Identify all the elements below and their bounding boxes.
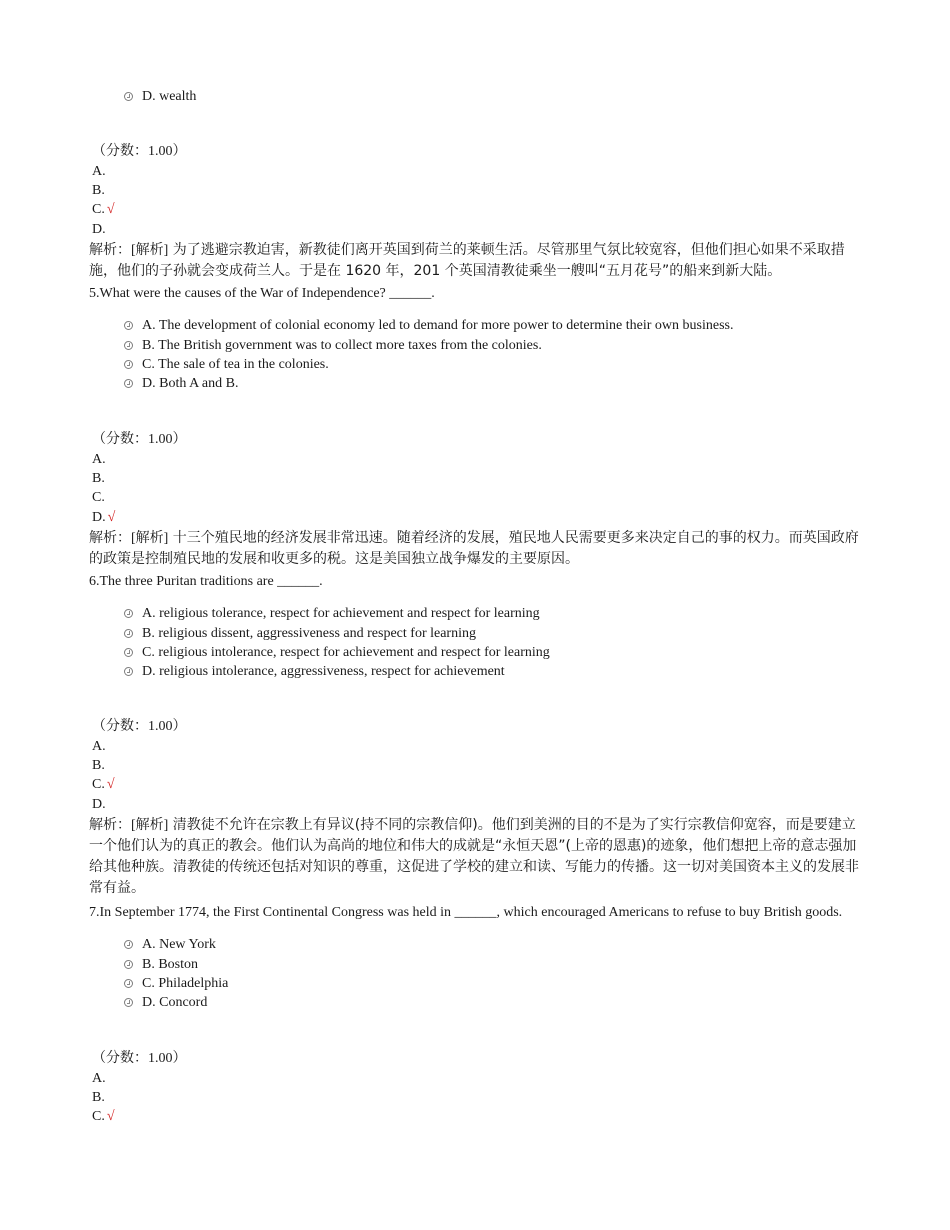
- option-label: A. religious tolerance, respect for achievement and respect for learning: [142, 606, 540, 622]
- question-text: 7.In September 1774, the First Continental Congress was held in ______, which encouraged Americans to refuse to buy British goods.: [89, 905, 843, 920]
- radio-button-icon[interactable]: [124, 940, 133, 949]
- radio-button-icon[interactable]: [124, 960, 133, 969]
- answer-list: [92, 737, 115, 814]
- option-list: [124, 316, 884, 394]
- analysis-prefix: 解析：: [89, 242, 131, 258]
- option-label: C. Philadelphia: [142, 975, 229, 991]
- answer-d: [92, 508, 115, 527]
- option-list: [124, 604, 884, 682]
- analysis-tag: [解析]: [131, 531, 169, 546]
- answer-c: [92, 1107, 115, 1126]
- option-label: D. wealth: [142, 89, 197, 105]
- answer-label: C.: [92, 202, 105, 218]
- option-d[interactable]: [124, 662, 884, 681]
- answer-a: A.: [92, 164, 106, 179]
- radio-button-icon[interactable]: [124, 667, 133, 676]
- answer-d: D.: [92, 221, 106, 237]
- answer-label: C.: [92, 1109, 105, 1125]
- option-a[interactable]: [124, 316, 884, 335]
- analysis-text: [89, 240, 869, 282]
- radio-button-icon[interactable]: [124, 629, 133, 638]
- answer-d: D.: [92, 796, 106, 812]
- option-label: D. Concord: [142, 995, 208, 1011]
- question-text: 5.What were the causes of the War of Independence? ______.: [89, 286, 435, 301]
- correct-check-icon: √: [106, 777, 115, 793]
- question-text: 6.The three Puritan traditions are ______.: [89, 574, 323, 589]
- analysis-body: 为了逃避宗教迫害，新教徒们离开英国到荷兰的莱顿生活。尽管那里气氛比较宽容，但他们担心如果不采取措施，他们的子孙就会变成荷兰人。于是在 1620 年，201 个英国清教徒乘坐一艘叫“五月花号”的船来到新大陆。: [89, 242, 845, 279]
- radio-button-icon[interactable]: [124, 321, 133, 330]
- radio-button-icon[interactable]: [124, 360, 133, 369]
- answer-a: A.: [92, 1071, 106, 1086]
- correct-check-icon: √: [106, 202, 115, 218]
- answer-list: [92, 450, 115, 527]
- correct-check-icon: √: [106, 1109, 115, 1125]
- option-label: B. The British government was to collect more taxes from the colonies.: [142, 337, 542, 353]
- analysis-body: 清教徒不允许在宗教上有异议(持不同的宗教信仰)。他们到美洲的目的不是为了实行宗教信仰宽容，而是要建立一个他们认为的真正的教会。他们认为高尚的地位和伟大的成就是“永恒天恩”(上帝的恩惠)的迹象，他们想把上帝的意志强加给其他种族。清教徒的传统还包括对知识的尊重，这促进了学校的建立和读、写能力的传播。这一切对美国资本主义的发展非常有益。: [89, 817, 859, 896]
- radio-button-icon[interactable]: [124, 609, 133, 618]
- score-label: （分数：1.00）: [92, 144, 187, 159]
- answer-b: B.: [92, 758, 105, 774]
- option-label: C. religious intolerance, respect for achievement and respect for learning: [142, 644, 550, 660]
- analysis-body: 十三个殖民地的经济发展非常迅速。随着经济的发展，殖民地人民需要更多来决定自己的事的权力。而英国政府的政策是控制殖民地的发展和收更多的税。这是美国独立战争爆发的主要原因。: [89, 530, 859, 567]
- radio-button-icon[interactable]: [124, 379, 133, 388]
- analysis-tag: [解析]: [131, 818, 169, 833]
- option-label: D. Both A and B.: [142, 376, 239, 392]
- answer-a: A.: [92, 452, 106, 467]
- option-label: B. religious dissent, aggressiveness and respect for learning: [142, 625, 476, 641]
- score-label: （分数：1.00）: [92, 432, 187, 447]
- option-label: A. New York: [142, 937, 216, 953]
- answer-b: B.: [92, 471, 105, 487]
- answer-b: B.: [92, 1090, 105, 1106]
- option-c[interactable]: [124, 974, 884, 993]
- answer-list: [92, 1069, 115, 1127]
- analysis-text: [89, 528, 869, 570]
- option-d[interactable]: [124, 87, 884, 106]
- radio-button-icon[interactable]: [124, 92, 133, 101]
- answer-label: D.: [92, 509, 106, 525]
- radio-button-icon[interactable]: [124, 998, 133, 1007]
- option-b[interactable]: [124, 335, 884, 354]
- answer-label: C.: [92, 777, 105, 793]
- analysis-prefix: 解析：: [89, 530, 131, 546]
- answer-c: [92, 775, 115, 794]
- answer-list: [92, 162, 115, 239]
- option-b[interactable]: [124, 954, 884, 973]
- radio-button-icon[interactable]: [124, 979, 133, 988]
- score-label: （分数：1.00）: [92, 719, 187, 734]
- score-label: （分数：1.00）: [92, 1051, 187, 1066]
- option-label: C. The sale of tea in the colonies.: [142, 356, 329, 372]
- option-d[interactable]: [124, 374, 884, 393]
- answer-c: [92, 200, 115, 219]
- option-c[interactable]: [124, 355, 884, 374]
- option-list: [124, 935, 884, 1013]
- option-a[interactable]: [124, 935, 884, 954]
- analysis-tag: [解析]: [131, 243, 169, 258]
- option-label: B. Boston: [142, 956, 199, 972]
- option-list: [124, 87, 884, 106]
- option-label: D. religious intolerance, aggressiveness, respect for achievement: [142, 664, 505, 680]
- answer-c: C.: [92, 490, 105, 506]
- analysis-prefix: 解析：: [89, 817, 131, 833]
- radio-button-icon[interactable]: [124, 341, 133, 350]
- option-c[interactable]: [124, 643, 884, 662]
- option-a[interactable]: [124, 604, 884, 623]
- analysis-text: [89, 815, 869, 899]
- answer-b: B.: [92, 183, 105, 199]
- option-d[interactable]: [124, 993, 884, 1012]
- radio-button-icon[interactable]: [124, 648, 133, 657]
- correct-check-icon: √: [107, 509, 116, 525]
- option-label: A. The development of colonial economy led to demand for more power to determine their own business.: [142, 318, 734, 334]
- option-b[interactable]: [124, 623, 884, 642]
- answer-a: A.: [92, 739, 106, 754]
